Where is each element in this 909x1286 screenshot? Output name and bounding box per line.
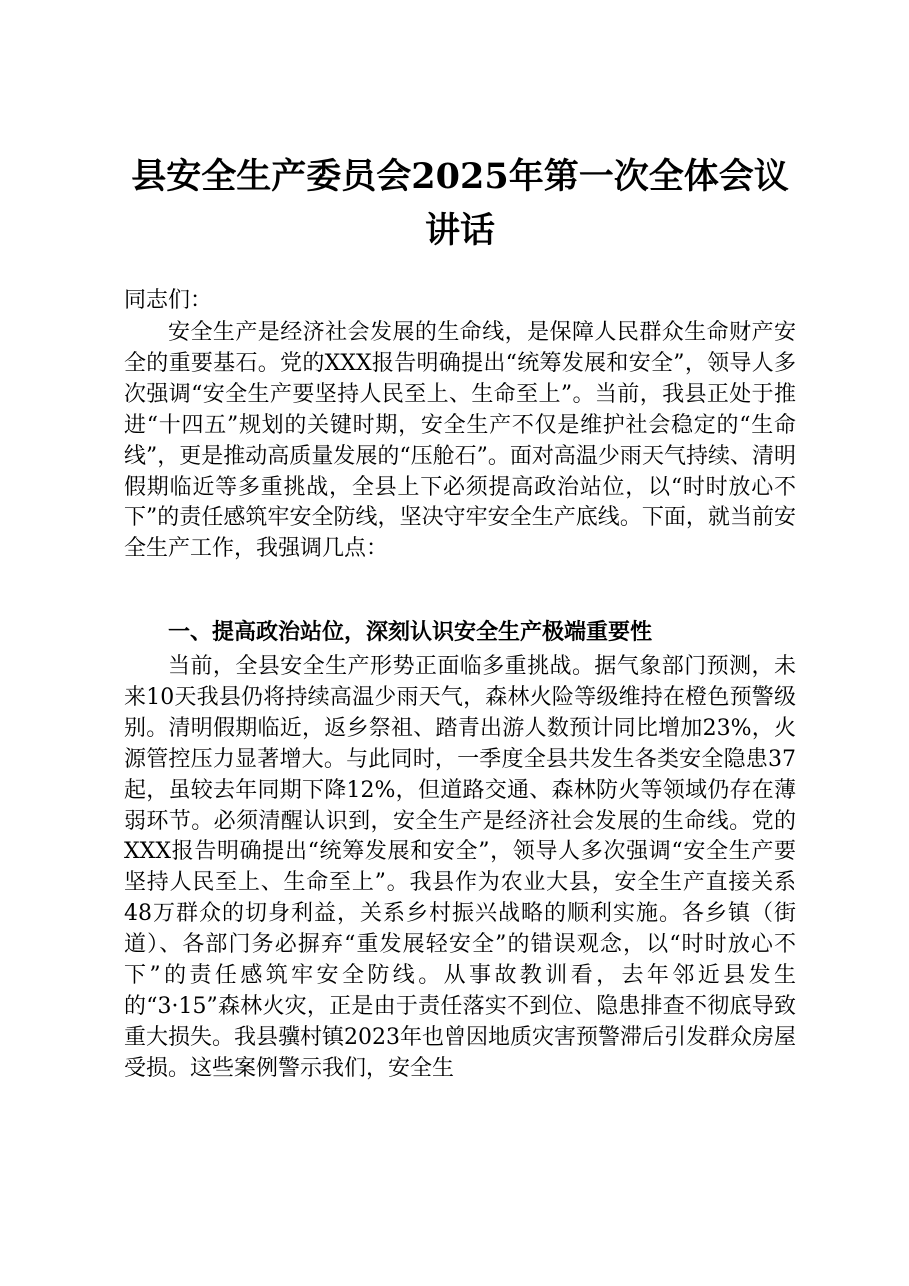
paragraph-intro: 安全生产是经济社会发展的生命线，是保障人民群众生命财产安全的重要基石。党的XXX报告明确提出“统筹发展和安全”，领导人多次强调“安全生产要坚持人民至上、生命至上”。当前，我县正处于推进“十四五”规划的关键时期，安全生产不仅是维护社会稳定的“生命线”，更是推动高质量发展的“压舱石”。面对高温少雨天气持续、清明假期临近等多重挑战，全县上下必须提高政治站位，以“时时放心不下”的责任感筑牢安全防线，坚决守牢安全生产底线。下面，就当前安全生产工作，我强调几点：: [124, 320, 796, 562]
greeting: 同志们：: [124, 288, 213, 313]
paragraph-section-1: 当前，全县安全生产形势正面临多重挑战。据气象部门预测，未来10天我县仍将持续高温少雨天气，森林火险等级维持在橙色预警级别。清明假期临近，返乡祭祖、踏青出游人数预计同比增加23%，火源管控压力显著增大。与此同时，一季度全县共发生各类安全隐患37起，虽较去年同期下降12%，但道路交通、森林防火等领域仍存在薄弱环节。必须清醒认识到，安全生产是经济社会发展的生命线。党的XXX报告明确提出“统筹发展和安全”，领导人多次强调“安全生产要坚持人民至上、生命至上”。我县作为农业大县，安全生产直接关系48万群众的切身利益，关系乡村振兴战略的顺利实施。各乡镇（街道）、各部门务必摒弃“重发展轻安全”的错误观念，以“时时放心不下”的责任感筑牢安全防线。从事故教训看，去年邻近县发生的“3·15”森林火灾，正是由于责任落实不到位、隐患排查不彻底导致重大损失。我县骥村镇2023年也曾因地质灾害预警滞后引发群众房屋受损。这些案例警示我们，安全生: [124, 654, 796, 1081]
section-heading-1: 一、提高政治站位，深刻认识安全生产极端重要性: [168, 620, 653, 645]
document-title: 县安全生产委员会2025年第一次全体会议讲话: [131, 156, 789, 251]
